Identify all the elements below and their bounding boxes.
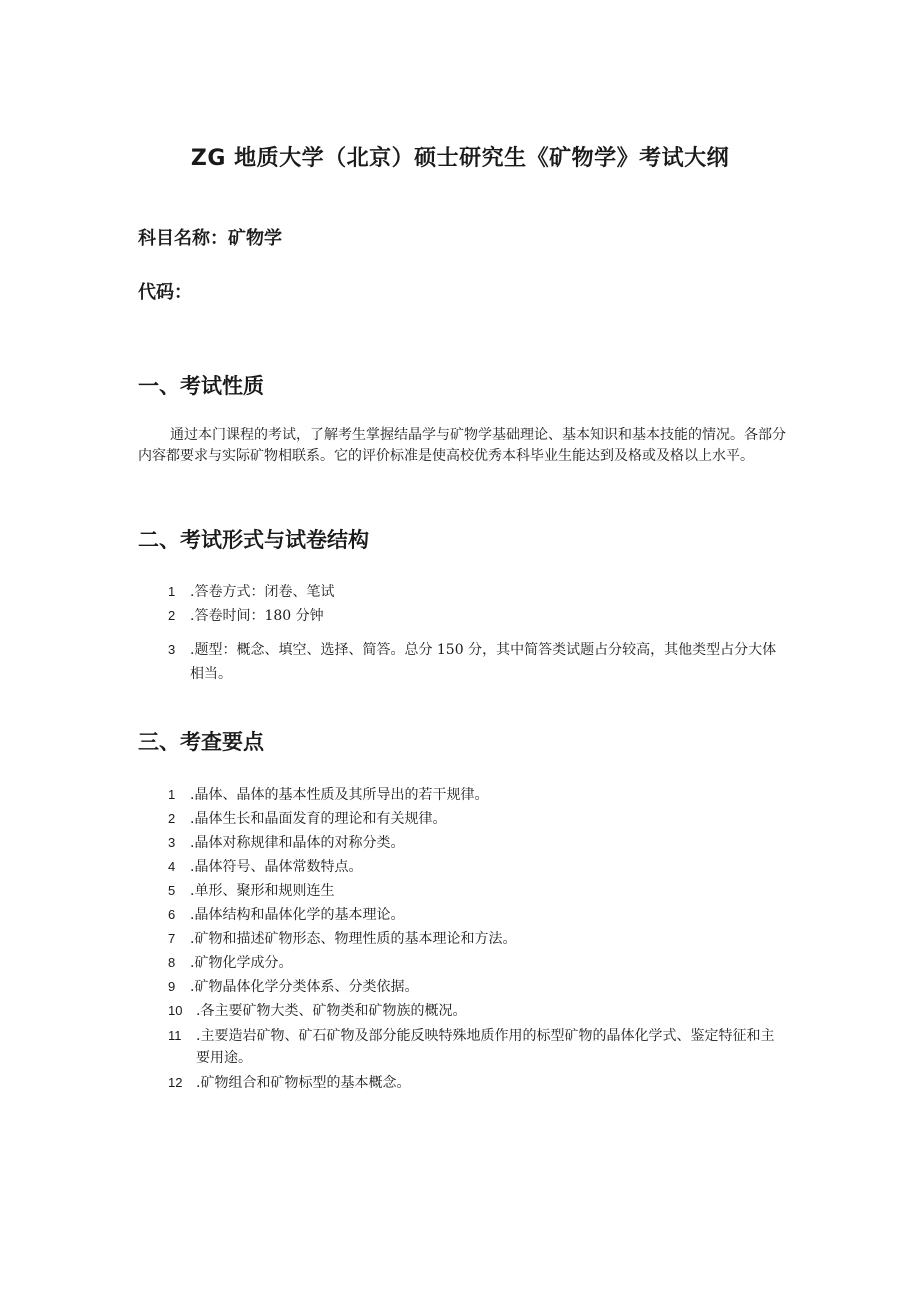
list-item: [138, 953, 788, 973]
list-item-number: 12: [168, 1075, 183, 1090]
section-heading-exam-nature: 一、考试性质: [138, 374, 264, 398]
list-item: [138, 638, 788, 686]
list-item-text: .晶体、晶体的基本性质及其所导出的若干规律。: [190, 787, 489, 803]
list-item: [138, 1073, 788, 1093]
list-item-text: .题型：概念、填空、选择、简答。总分 150 分，其中简答类试题占分较高，其他类型占分大体相当。: [190, 642, 777, 682]
list-item: [138, 1025, 788, 1069]
section-heading-exam-format: 二、考试形式与试卷结构: [138, 528, 369, 552]
list-item: [138, 857, 788, 877]
list-item-text: .晶体符号、晶体常数特点。: [190, 859, 363, 875]
list-item: [138, 929, 788, 949]
list-item-text: .主要造岩矿物、矿石矿物及部分能反映特殊地质作用的标型矿物的晶体化学式、鉴定特征和主要用途。: [196, 1028, 775, 1066]
list-item: [138, 977, 788, 997]
list-item-number: 4: [168, 859, 176, 874]
list-item-number: 3: [168, 642, 176, 657]
list-item-number: 1: [168, 787, 176, 802]
list-item-text: .矿物和描述矿物形态、物理性质的基本理论和方法。: [190, 931, 517, 947]
list-item-number: 10: [168, 1003, 183, 1018]
list-item-text: .矿物组合和矿物标型的基本概念。: [196, 1075, 411, 1091]
list-item-text: .矿物晶体化学分类体系、分类依据。: [190, 979, 419, 995]
list-item: [138, 606, 788, 626]
list-item: [138, 905, 788, 925]
list-item: [138, 881, 788, 901]
list-item-text: .答卷时间：180 分钟: [190, 608, 324, 624]
exam-nature-paragraph: 通过本门课程的考试，了解考生掌握结晶学与矿物学基础理论、基本知识和基本技能的情况。各部分内容都要求与实际矿物相联系。它的评价标准是使高校优秀本科毕业生能达到及格或及格以上水平。: [138, 427, 786, 464]
exam-format-list: [138, 582, 788, 690]
subject-name-line: 科目名称：矿物学: [138, 228, 282, 249]
list-item-number: 8: [168, 955, 176, 970]
key-points-list: [138, 785, 788, 1097]
list-item: [138, 809, 788, 829]
list-item-number: 2: [168, 608, 176, 623]
document-title: ZG 地质大学（北京）硕士研究生《矿物学》考试大纲: [190, 146, 730, 171]
list-item: [138, 582, 788, 602]
list-item: [138, 1001, 788, 1021]
list-item-text: .答卷方式：闭卷、笔试: [190, 584, 335, 600]
list-item-number: 1: [168, 584, 176, 599]
list-item-number: 7: [168, 931, 176, 946]
list-item-text: .各主要矿物大类、矿物类和矿物族的概况。: [196, 1003, 467, 1019]
list-item-number: 6: [168, 907, 176, 922]
list-item: [138, 785, 788, 805]
subject-code-line: 代码：: [138, 282, 192, 303]
section-heading-key-points: 三、考查要点: [138, 730, 264, 754]
list-item-number: 2: [168, 811, 176, 826]
list-item-text: .单形、聚形和规则连生: [190, 883, 335, 899]
list-item: [138, 833, 788, 853]
list-item-number: 11: [168, 1028, 182, 1043]
list-item-text: .晶体生长和晶面发育的理论和有关规律。: [190, 811, 447, 827]
list-item-text: .晶体结构和晶体化学的基本理论。: [190, 907, 405, 923]
list-item-text: .晶体对称规律和晶体的对称分类。: [190, 835, 405, 851]
list-item-text: .矿物化学成分。: [190, 955, 293, 971]
list-item-number: 9: [168, 979, 176, 994]
list-item-number: 3: [168, 835, 176, 850]
list-item-number: 5: [168, 883, 176, 898]
